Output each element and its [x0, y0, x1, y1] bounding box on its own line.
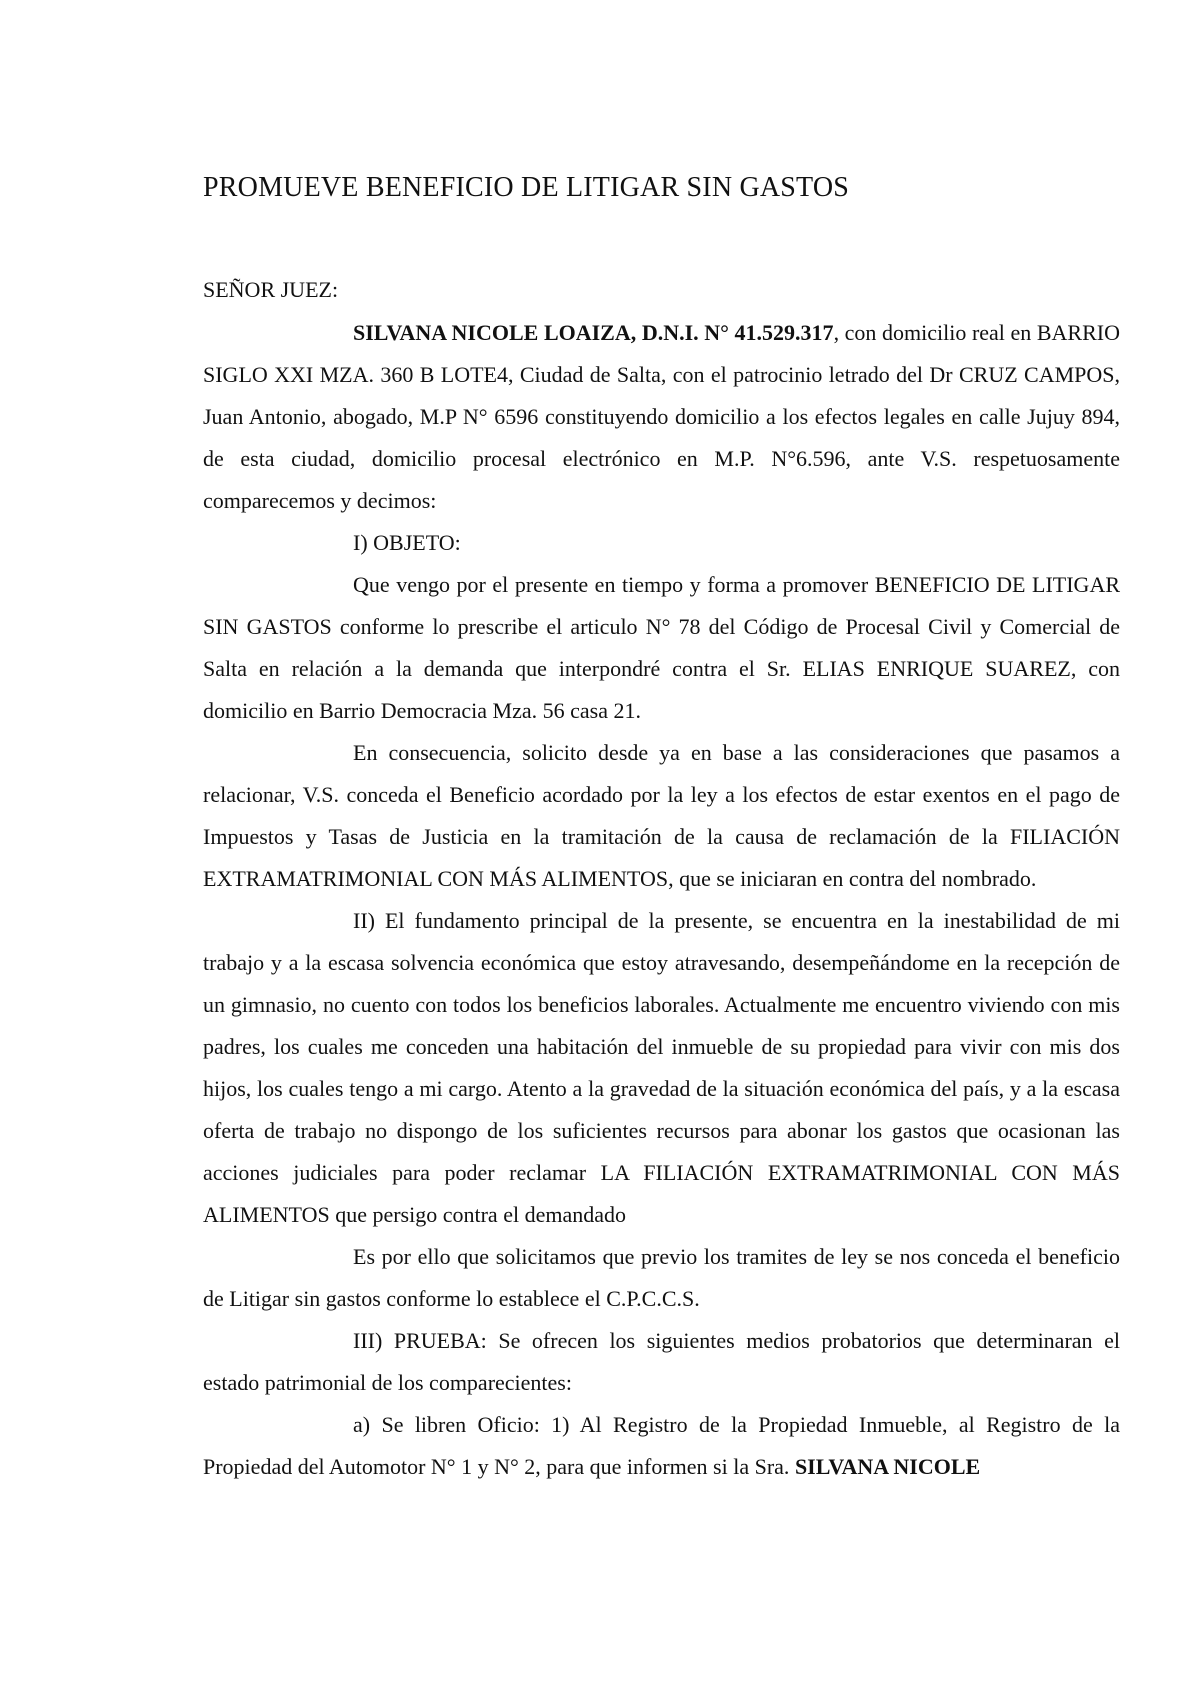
solicitud-paragraph: Es por ello que solicitamos que previo los tramites de ley se nos conceda el beneficio de Litigar sin gastos conforme lo establece el C.P.C.C.S. — [203, 1244, 1120, 1311]
fundamento-paragraph: II) El fundamento principal de la presente, se encuentra en la inestabilidad de mi trabajo y a la escasa solvencia económica que estoy atravesando, desempeñándome en la recepción de un gimnasio, no cuento con todos los beneficios laborales. Actualmente me encuentro viviendo con mis padres, los cuales me conceden una habitación del inmueble de su propiedad para vivir con mis dos hijos, los cuales tengo a mi cargo. Atento a la gravedad de la situación económica del país, y a la escasa oferta de trabajo no dispongo de los suficientes recursos para abonar los gastos que ocasionan las acciones judiciales para poder reclamar LA FILIACIÓN EXTRAMATRIMONIAL CON MÁS ALIMENTOS que persigo contra el demandado — [203, 908, 1120, 1227]
document-body — [203, 312, 1120, 1488]
objeto-paragraph: Que vengo por el presente en tiempo y forma a promover BENEFICIO DE LITIGAR SIN GASTOS conforme lo prescribe el articulo N° 78 del Código de Procesal Civil y Comercial de Salta en relación a la demanda que interpondré contra el Sr. ELIAS ENRIQUE SUAREZ, con domicilio en Barrio Democracia Mza. 56 casa 21. — [203, 572, 1120, 723]
document-title: PROMUEVE BENEFICIO DE LITIGAR SIN GASTOS — [203, 172, 850, 203]
party-name: SILVANA NICOLE LOAIZA, D.N.I. N° 41.529.317 — [353, 320, 834, 345]
salutation: SEÑOR JUEZ: — [203, 277, 339, 302]
oficio-party-name: SILVANA NICOLE — [794, 1454, 981, 1479]
section-objeto-heading: I) OBJETO: — [353, 530, 461, 555]
oficio-paragraph — [203, 1404, 1120, 1488]
consecuencia-paragraph: En consecuencia, solicito desde ya en base a las consideraciones que pasamos a relacionar, V.S. conceda el Beneficio acordado por la ley a los efectos de estar exentos en el pago de Impuestos y Tasas de Justicia en la tramitación de la causa de reclamación de la FILIACIÓN EXTRAMATRIMONIAL CON MÁS ALIMENTOS, que se iniciaran en contra del nombrado. — [203, 740, 1120, 891]
intro-paragraph — [203, 312, 1120, 522]
oficio-text: a) Se libren Oficio: 1) Al Registro de la Propiedad Inmueble, al Registro de la Propiedad del Automotor N° 1 y N° 2, para que informen si la Sra. — [203, 1412, 1120, 1479]
intro-text: , con domicilio real en BARRIO SIGLO XXI MZA. 360 B LOTE4, Ciudad de Salta, con el patrocinio letrado del Dr CRUZ CAMPOS, Juan Antonio, abogado, M.P N° 6596 constituyendo domicilio a los efectos legales en calle Jujuy 894, de esta ciudad, domicilio procesal electrónico en M.P. N°6.596, ante V.S. respetuosamente comparecemos y decimos: — [203, 320, 1120, 513]
prueba-paragraph: III) PRUEBA: Se ofrecen los siguientes medios probatorios que determinaran el estado patrimonial de los comparecientes: — [203, 1328, 1120, 1395]
